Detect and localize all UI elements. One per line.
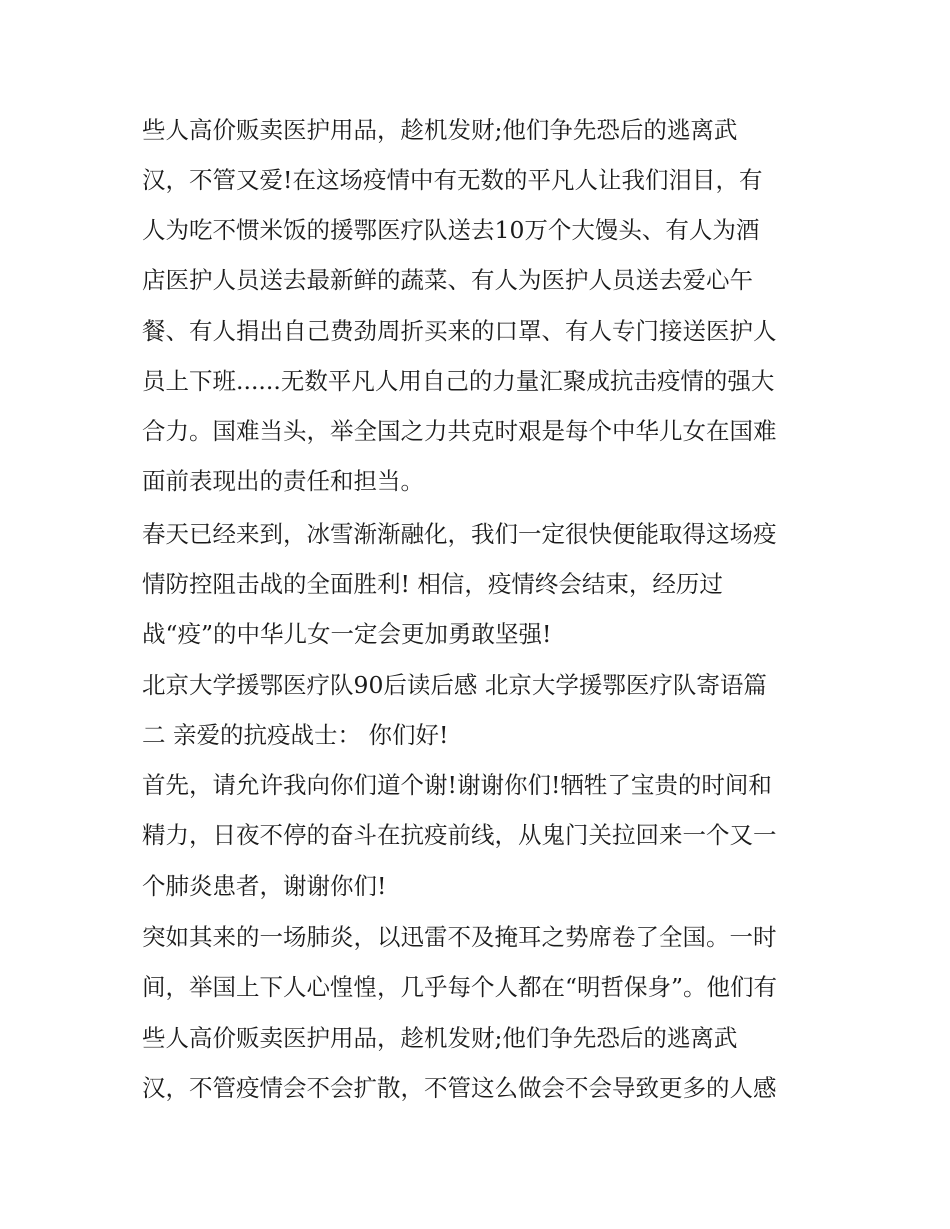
text-line: 些人高价贩卖医护用品，趁机发财;他们争先恐后的逃离武 <box>142 116 738 144</box>
text-line: 战“疫”的中华儿女一定会更加勇敢坚强! <box>142 620 552 648</box>
text-line: 突如其来的一场肺炎，以迅雷不及掩耳之势席卷了全国。一时 <box>142 923 777 951</box>
text-line: 员上下班......无数平凡人用自己的力量汇聚成抗击疫情的强大 <box>142 367 775 395</box>
text-line: 春天已经来到，冰雪渐渐融化，我们一定很快便能取得这场疫 <box>142 520 777 548</box>
text-line: 汉，不管又爱!在这场疫情中有无数的平凡人让我们泪目，有 <box>142 166 763 194</box>
text-line: 人为吃不惯米饭的援鄂医疗队送去10万个大馒头、有人为酒 <box>142 216 760 244</box>
text-line: 个肺炎患者，谢谢你们! <box>142 872 387 900</box>
text-line: 汉，不管疫情会不会扩散，不管这么做会不会导致更多的人感 <box>142 1074 777 1102</box>
text-line: 面前表现出的责任和担当。 <box>142 467 424 495</box>
text-line: 店医护人员送去最新鲜的蔬菜、有人为医护人员送去爱心午 <box>142 266 753 294</box>
text-line: 些人高价贩卖医护用品，趁机发财;他们争先恐后的逃离武 <box>142 1024 738 1052</box>
text-line: 间，举国上下人心惶惶，几乎每个人都在“明哲保身”。他们有 <box>142 973 778 1001</box>
text-line: 餐、有人捐出自己费劲周折买来的口罩、有人专门接送医护人 <box>142 317 777 345</box>
text-line: 首先，请允许我向你们道个谢!谢谢你们!牺牲了宝贵的时间和 <box>142 771 772 799</box>
text-line: 精力，日夜不停的奋斗在抗疫前线，从鬼门关拉回来一个又一 <box>142 821 777 849</box>
text-line: 情防控阻击战的全面胜利! 相信，疫情终会结束，经历过 <box>142 570 723 598</box>
text-line: 二 亲爱的抗疫战士： 你们好! <box>142 721 449 749</box>
text-line: 合力。国难当头，举全国之力共克时艰是每个中华儿女在国难 <box>142 417 777 445</box>
text-line: 北京大学援鄂医疗队90后读后感 北京大学援鄂医疗队寄语篇 <box>142 671 767 699</box>
